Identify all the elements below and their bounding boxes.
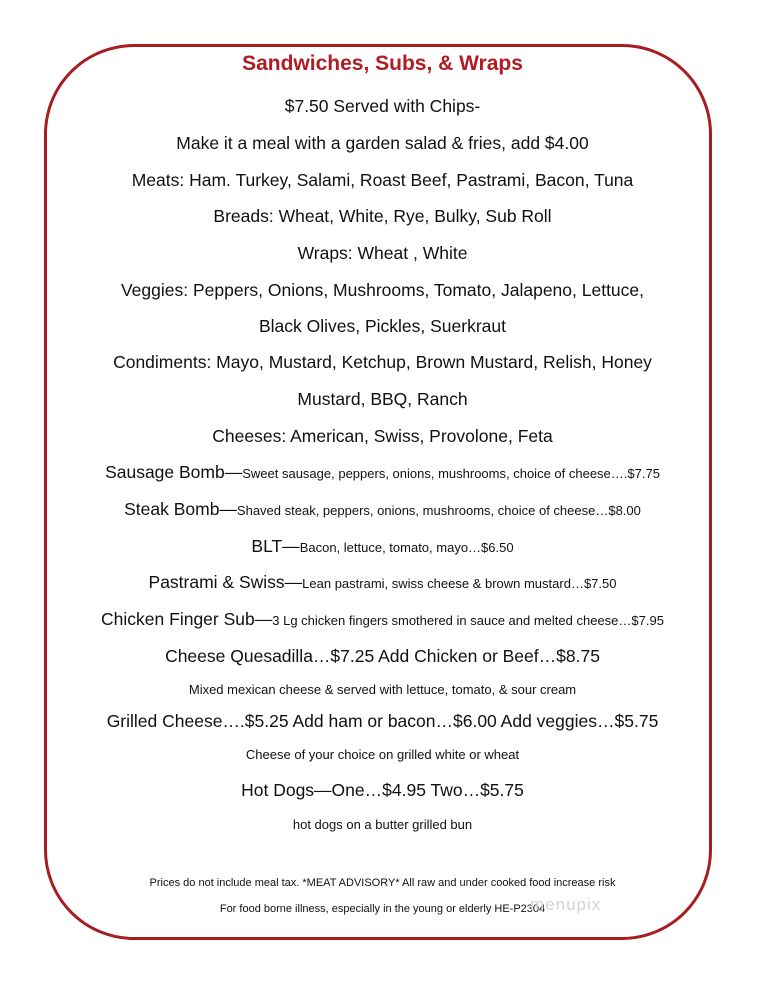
veggies-line-1: Veggies: Peppers, Onions, Mushrooms, Tomato, Jalapeno, Lettuce, — [120, 280, 645, 300]
menu-item — [0, 462, 765, 483]
meal-upgrade-line: Make it a meal with a garden salad & fries, add $4.00 — [176, 133, 589, 153]
menu-item — [0, 536, 765, 557]
hot-dogs-description: hot dogs on a butter grilled bun — [292, 817, 473, 832]
item-name: Chicken Finger Sub— — [101, 609, 273, 629]
menu-title: Sandwiches, Subs, & Wraps — [242, 52, 523, 75]
grilled-cheese-line: Grilled Cheese….$5.25 Add ham or bacon…$6.00 Add veggies…$5.75 — [106, 711, 659, 731]
quesadilla-line: Cheese Quesadilla…$7.25 Add Chicken or Beef…$8.75 — [165, 646, 600, 666]
hot-dogs-line: Hot Dogs—One…$4.95 Two…$5.75 — [241, 780, 524, 800]
item-name: BLT— — [251, 536, 300, 556]
menu-item — [0, 609, 765, 630]
base-price-line: $7.50 Served with Chips- — [284, 96, 481, 116]
quesadilla-description: Mixed mexican cheese & served with lettuce, tomato, & sour cream — [188, 682, 577, 697]
condiments-line-2: Mustard, BBQ, Ranch — [297, 389, 468, 409]
menu-item — [0, 572, 765, 593]
grilled-cheese-description: Cheese of your choice on grilled white or wheat — [245, 747, 520, 762]
menu-item — [0, 499, 765, 520]
meats-line: Meats: Ham. Turkey, Salami, Roast Beef, Pastrami, Bacon, Tuna — [131, 170, 634, 190]
item-description: Bacon, lettuce, tomato, mayo…$6.50 — [299, 540, 514, 555]
wraps-line: Wraps: Wheat , White — [297, 243, 468, 263]
veggies-line-2: Black Olives, Pickles, Suerkraut — [258, 316, 507, 336]
item-name: Steak Bomb— — [124, 499, 237, 519]
breads-line: Breads: Wheat, White, Rye, Bulky, Sub Roll — [213, 206, 552, 226]
condiments-line-1: Condiments: Mayo, Mustard, Ketchup, Brown Mustard, Relish, Honey — [113, 352, 652, 372]
item-description: 3 Lg chicken fingers smothered in sauce and melted cheese…$7.95 — [272, 613, 664, 628]
watermark-logo: menupix — [530, 895, 602, 914]
item-name: Pastrami & Swiss— — [148, 572, 303, 592]
cheeses-line: Cheeses: American, Swiss, Provolone, Feta — [212, 426, 553, 446]
item-description: Lean pastrami, swiss cheese & brown mustard…$7.50 — [302, 576, 617, 591]
item-description: Sweet sausage, peppers, onions, mushrooms, choice of cheese….$7.75 — [242, 466, 660, 481]
item-name: Sausage Bomb— — [105, 462, 243, 482]
footer-line-2: For food borne illness, especially in the young or elderly HE-P2304 — [219, 903, 546, 915]
footer-line-1: Prices do not include meal tax. *MEAT ADVISORY* All raw and under cooked food increase risk — [149, 877, 616, 889]
item-description: Shaved steak, peppers, onions, mushrooms, choice of cheese…$8.00 — [236, 503, 641, 518]
